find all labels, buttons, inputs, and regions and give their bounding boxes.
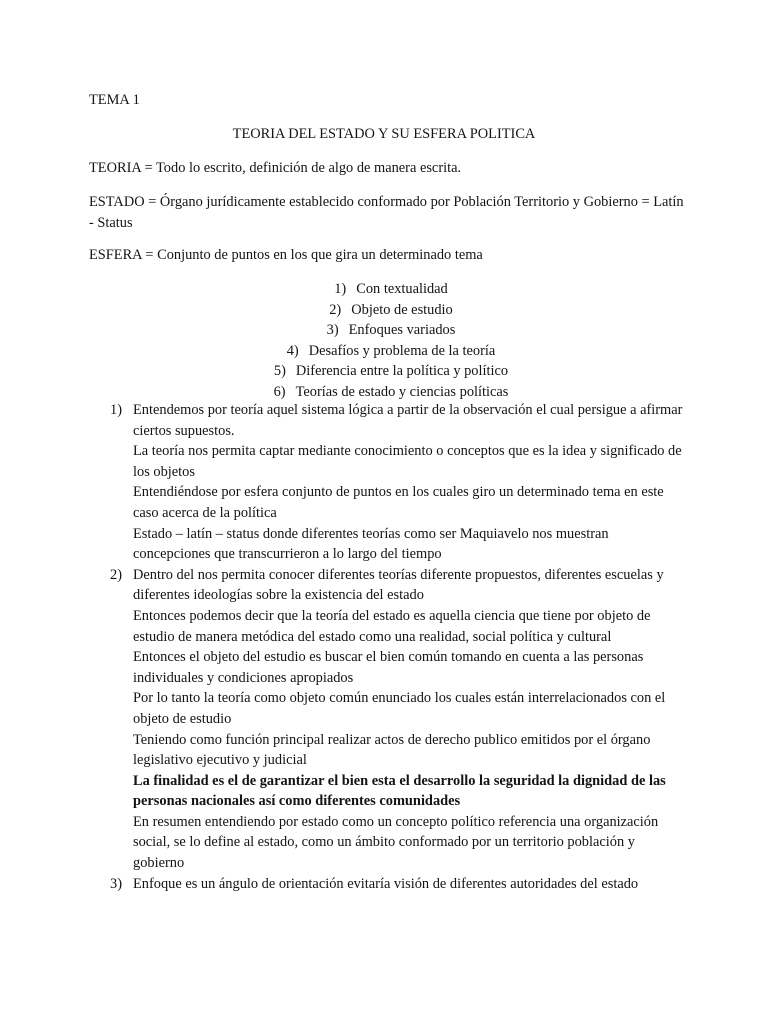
topic-item bbox=[0, 341, 768, 362]
topic-label: Con textualidad bbox=[356, 281, 448, 297]
bold-paragraph: La finalidad es el de garantizar el bien esta el desarrollo la seguridad la dignidad de las personas nacionales así como diferentes comunidades bbox=[133, 772, 666, 810]
paragraph: Enfoque es un ángulo de orientación evitaría visión de diferentes autoridades del estado bbox=[133, 875, 639, 892]
paragraph: Dentro del nos permita conocer diferentes teorías diferente propuestos, diferentes escuelas y diferentes ideologías sobre la existencia del estado bbox=[133, 566, 664, 604]
document-title: TEORIA DEL ESTADO Y SU ESFERA POLITICA bbox=[232, 126, 536, 142]
paragraph: Entendiéndose por esfera conjunto de puntos en los cuales giro un determinado tema en este caso acerca de la política bbox=[133, 484, 664, 521]
topic-number: 5) bbox=[273, 363, 286, 380]
item-number: 3) bbox=[110, 875, 122, 892]
item-number: 1) bbox=[110, 402, 122, 418]
topic-item bbox=[0, 361, 768, 382]
paragraph: Estado – latín – status donde diferentes teorías como ser Maquiavelo nos muestran concepciones que transcurrieron a lo largo del tiempo bbox=[133, 525, 609, 563]
topics-list bbox=[0, 279, 768, 403]
topic-number: 1) bbox=[334, 281, 347, 297]
teoria-definition: TEORIA = Todo lo escrito, definición de algo de manera escrita. bbox=[89, 160, 462, 176]
paragraph: Entonces el objeto del estudio es buscar el bien común tomando en cuenta a las personas individuales y condiciones apropiados bbox=[133, 649, 644, 686]
content-item-2 bbox=[89, 565, 689, 874]
numbered-content bbox=[89, 400, 689, 894]
esfera-definition: ESFERA = Conjunto de puntos en los que gira un determinado tema bbox=[89, 247, 483, 263]
paragraph: Teniendo como función principal realizar actos de derecho publico emitidos por el órgano legislativo ejecutivo y judicial bbox=[133, 731, 651, 769]
topic-label: Enfoques variados bbox=[348, 322, 456, 339]
topic-item bbox=[0, 320, 768, 341]
paragraph: La teoría nos permita captar mediante conocimiento o conceptos que es la idea y significado de los objetos bbox=[133, 443, 682, 480]
paragraph: Por lo tanto la teoría como objeto común enunciado los cuales están interrelacionados con el objeto de estudio bbox=[133, 690, 666, 727]
topic-number: 6) bbox=[273, 383, 286, 400]
topic-item bbox=[0, 300, 768, 321]
topic-number: 3) bbox=[326, 322, 339, 339]
paragraph: Entendemos por teoría aquel sistema lógica a partir de la observación el cual persigue a afirmar ciertos supuestos. bbox=[133, 402, 683, 439]
item-number: 2) bbox=[110, 566, 122, 583]
topic-number: 4) bbox=[286, 342, 299, 359]
paragraph: En resumen entendiendo por estado como un concepto político referencia una organización social, se lo define al estado, como un ámbito conformado por un territorio población y gobierno bbox=[133, 813, 659, 872]
topic-number: 2) bbox=[329, 301, 342, 318]
tema-heading: TEMA 1 bbox=[89, 92, 140, 108]
content-item-1 bbox=[89, 400, 689, 565]
paragraph: Entonces podemos decir que la teoría del estado es aquella ciencia que tiene por objeto de estudio de manera metódica del estado como una realidad, social política y cultural bbox=[133, 607, 651, 645]
topic-label: Desafíos y problema de la teoría bbox=[308, 342, 496, 359]
topic-item bbox=[0, 279, 768, 300]
content-item-3 bbox=[89, 874, 689, 895]
topic-label: Objeto de estudio bbox=[351, 301, 453, 318]
estado-definition: ESTADO = Órgano jurídicamente establecido conformado por Población Territorio y Gobierno = Latín - Status bbox=[89, 194, 684, 231]
topic-label: Teorías de estado y ciencias políticas bbox=[295, 383, 509, 400]
topic-label: Diferencia entre la política y político bbox=[295, 363, 509, 380]
